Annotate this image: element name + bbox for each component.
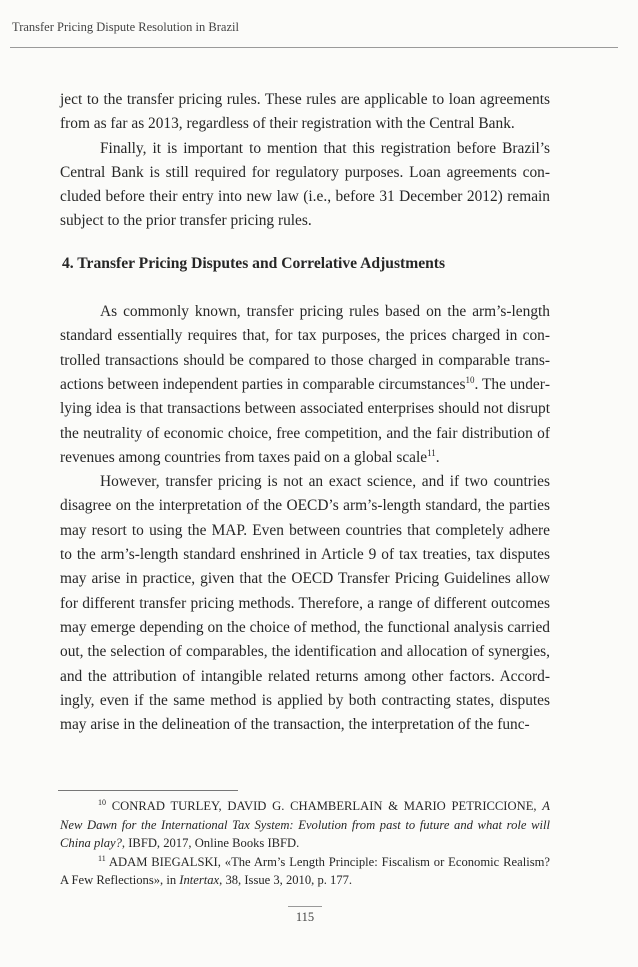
footnote-11 <box>60 853 550 890</box>
footnote-rest: , 38, Issue 3, 2010, p. 177. <box>219 873 353 887</box>
paragraph-2: Finally, it is important to mention that this registration before Brazil’s Central Bank is still required for regulatory purposes. Loan agreements concluded before their entry into new law (i.e., before 31 December 2012) remain subject to the prior transfer pricing rules. <box>60 139 550 230</box>
page-number: 115 <box>295 910 315 924</box>
paragraph-3 <box>60 300 550 470</box>
footnote-title: A New Dawn for the International Tax System: Evolution from past to future and what role will China play? <box>60 799 550 850</box>
footnote-authors: CONRAD TURLEY, DAVID G. CHAMBERLAIN & MARIO PETRICCIONE, <box>111 799 543 813</box>
paragraph-3-end: . <box>435 448 440 466</box>
footnotes <box>60 797 550 890</box>
running-header-title: Transfer Pricing Dispute Resolution in Brazil <box>12 20 239 34</box>
paragraph-3-text-a: As commonly known, transfer pricing rules based on the arm’s-length standard essentially requires that, for tax purposes, the prices charged in controlled transactions should be compared to those charged in comparable transactions between independent parties in comparable circumstances <box>60 303 550 393</box>
footnote-rest: , IBFD, 2017, Online Books IBFD. <box>121 836 300 850</box>
footnote-ref-10[interactable]: 10 <box>465 374 475 385</box>
main-text <box>60 88 550 737</box>
paragraph-3-text-b: . The underlying idea is that transactions between associated enterprises should not disrupt the neutrality of economic choice, free competition, and the fair distribution of revenues among countries from taxes paid on a global scale <box>60 375 550 466</box>
footnote-divider <box>58 790 238 791</box>
footnote-authors: ADAM BIEGALSKI, «The Arm’s Length Principle: Fiscalism or Economic Realism? A Few Reflections», in <box>60 854 550 887</box>
header-divider <box>10 47 618 48</box>
footnote-number: 10 <box>98 797 106 807</box>
footnote-10 <box>60 797 550 853</box>
section-heading: 4. Transfer Pricing Disputes and Correlative Adjustments <box>62 254 446 272</box>
paragraph-1: ject to the transfer pricing rules. These rules are applicable to loan agreements from as far as 2013, regardless of their registration with the Central Bank. <box>60 91 550 133</box>
page-number-rule <box>288 906 322 907</box>
footnote-title: Intertax <box>179 873 220 887</box>
paragraph-4: However, transfer pricing is not an exact science, and if two countries disagree on the interpretation of the OECD’s arm’s-length standard, the parties may resort to using the MAP. Even between countries that completely adhere to the arm’s-length standard enshrined in Article 9 of tax treaties, tax disputes may arise in practice, given that the OECD Transfer Pricing Guidelines allow for different transfer pricing methods. Therefore, a range of different outcomes may emerge depending on the choice of method, the functional analysis carried out, the selection of comparables, the identification and allocation of synergies, and the attribution of intangible related returns among other factors. Accordingly, even if the same method is applied by both contracting states, disputes may arise in the delineation of the transaction, the interpretation of the func- <box>60 473 550 734</box>
footnote-number: 11 <box>98 853 106 863</box>
footnote-ref-11[interactable]: 11 <box>427 447 436 458</box>
